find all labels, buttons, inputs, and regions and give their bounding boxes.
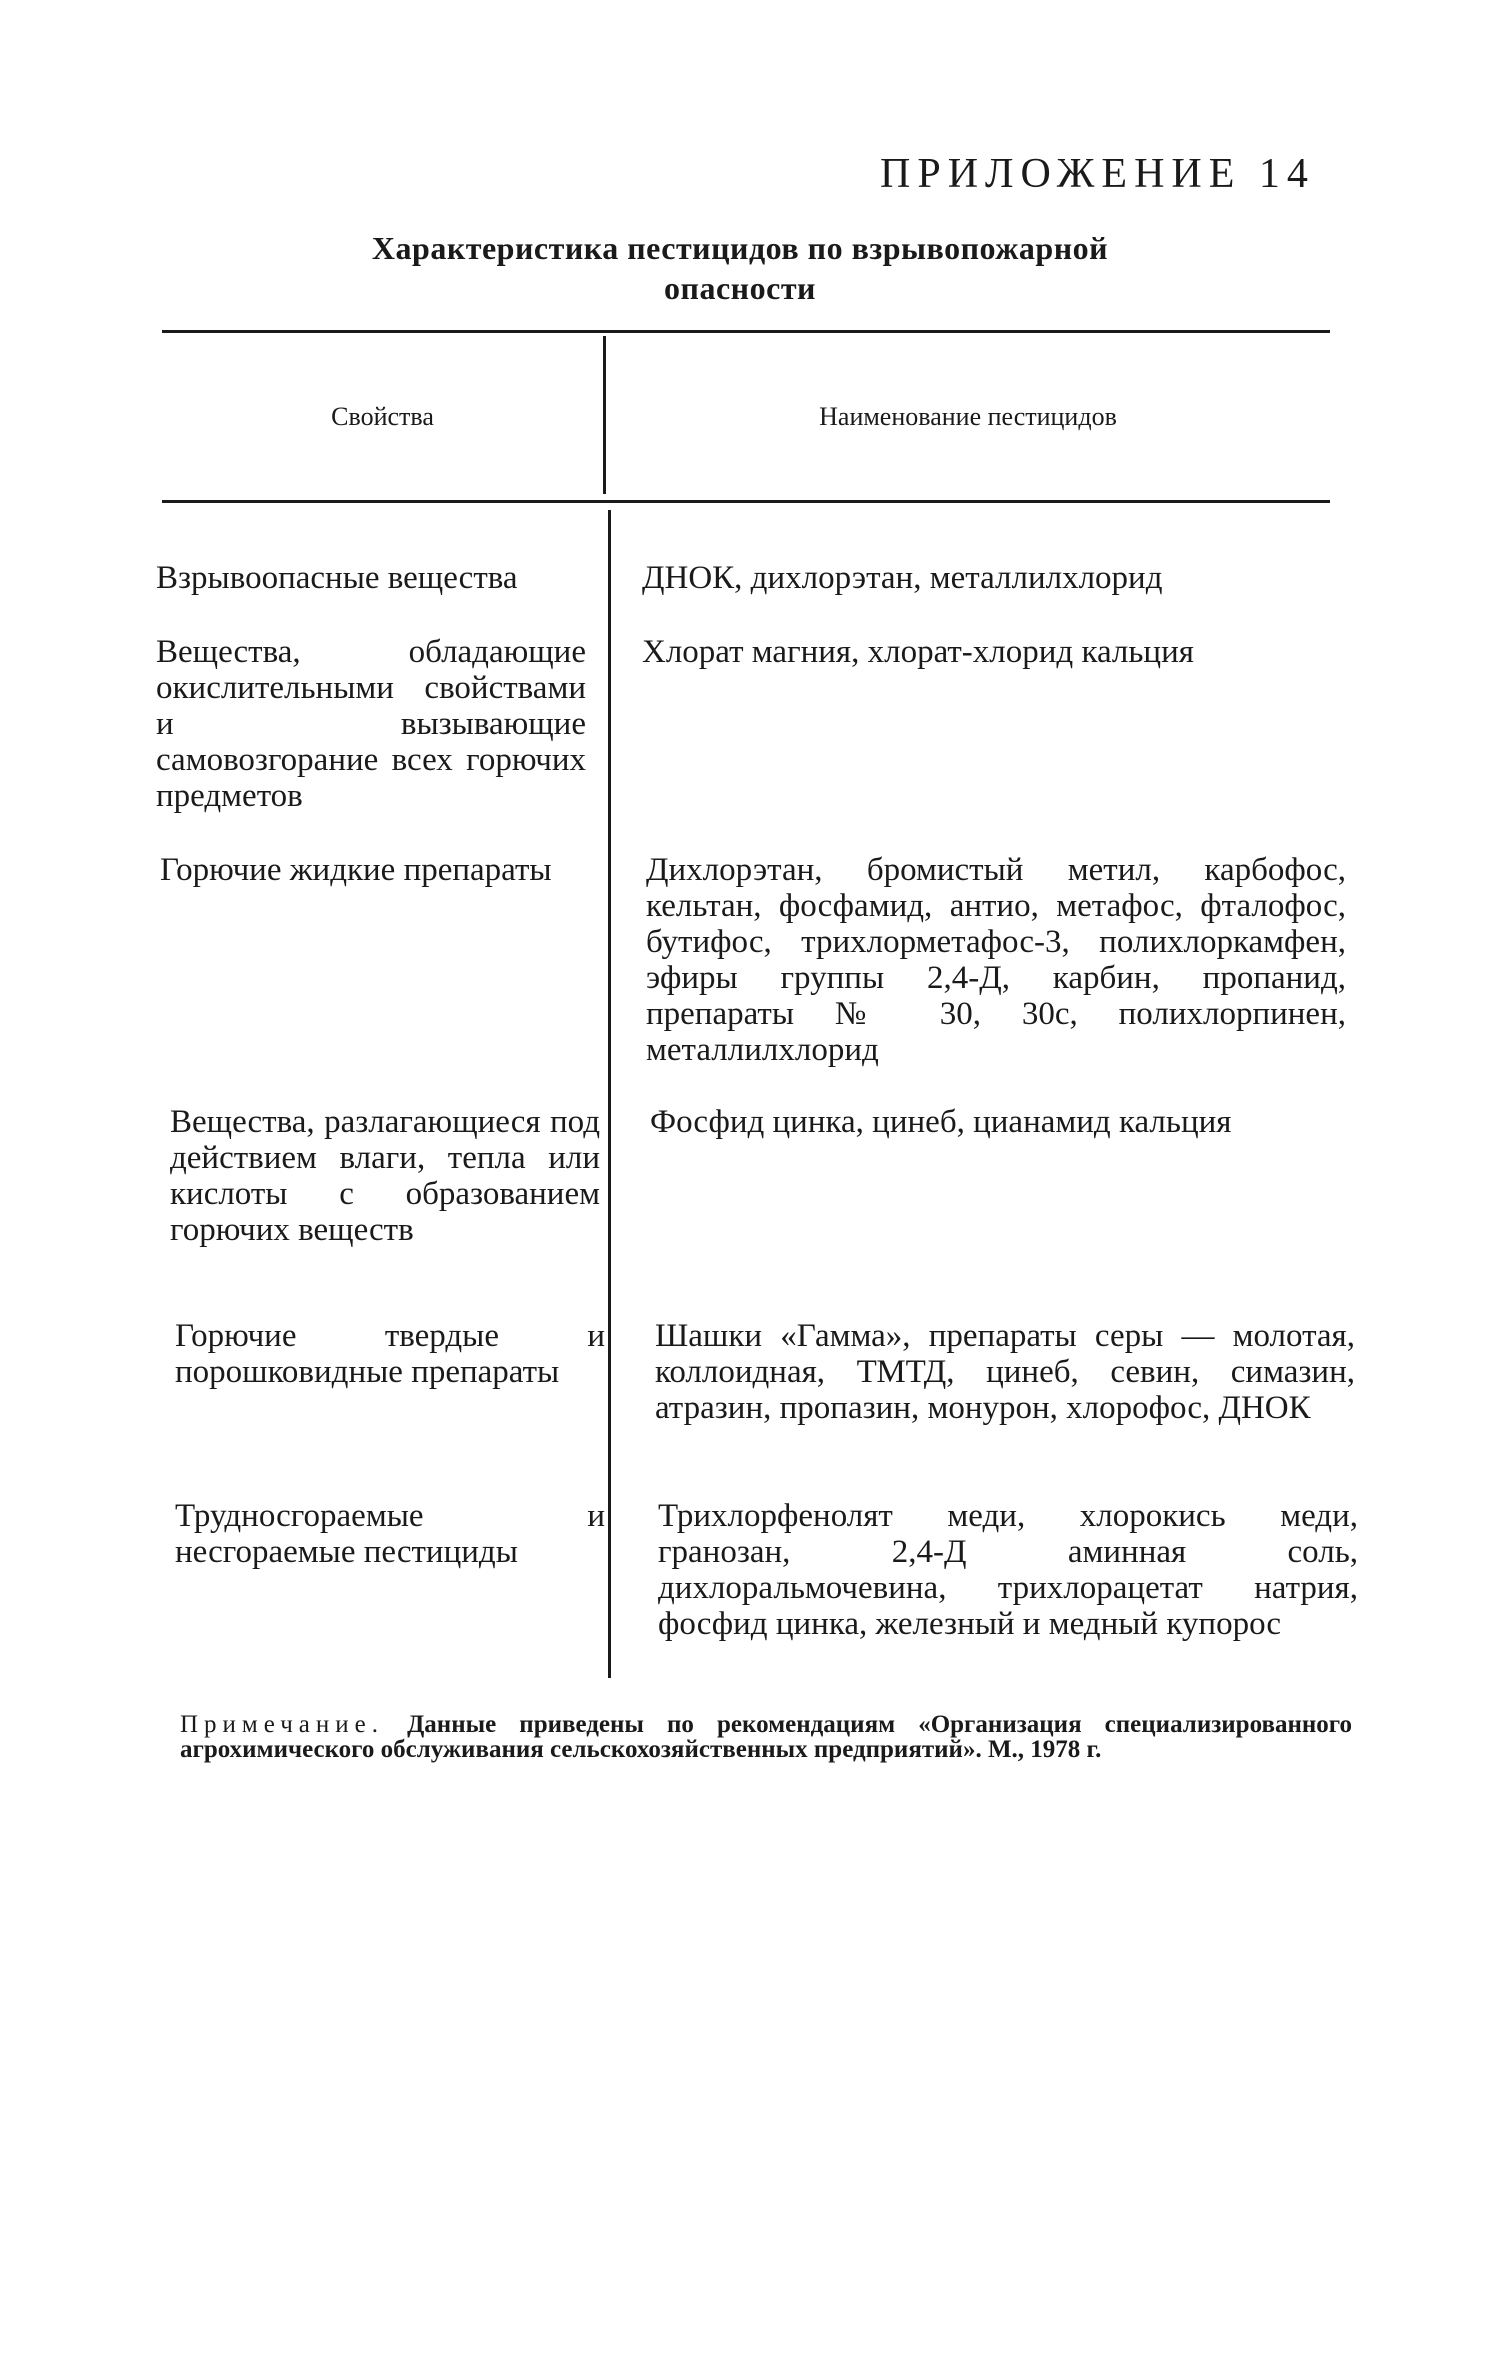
title-line-1: Характеристика пестицидов по взрывопожарной (371, 230, 1109, 266)
column-header-pesticides: Наименование пестицидов (819, 402, 1117, 431)
table-row-1-property: Взрывоопасные вещества (156, 560, 518, 596)
table-row-6-pesticides: Трихлорфенолят меди, хлорокись меди, гранозан, 2,4-Д аминная соль, дихлоральмочевина, трихлорацетат натрия, фосфид цинка, железный и медный купорос (658, 1498, 1358, 1642)
footnote-text: Данные приведены по рекомендациям «Организация специализированного агрохимического обслуживания сельскохозяйственных предприятий». М., 1978 г. (180, 1711, 1353, 1763)
footnote-label: Примечание. (180, 1711, 385, 1738)
column-header-properties: Свойства (331, 402, 434, 431)
appendix-heading: ПРИЛОЖЕНИЕ 14 (880, 151, 1315, 197)
table-row-1-pesticides: ДНОК, дихлорэтан, металлилхлорид (642, 560, 1163, 596)
body-column-divider (608, 510, 611, 1678)
title-line-2: опасности (664, 270, 816, 306)
table-row-4-pesticides: Фосфид цинка, цинеб, цианамид кальция (650, 1104, 1232, 1140)
page-title (300, 228, 1180, 308)
footnote (180, 1712, 1352, 1762)
table-row-4-property: Вещества, разлагающиеся под действием влаги, тепла или кислоты с образованием горючих веществ (170, 1104, 600, 1248)
table-row-2-pesticides: Хлорат магния, хлорат-хлорид кальция (642, 634, 1194, 670)
table-row-2-property: Вещества, обладающие окислительными свойствами и вызывающие самовозгорание всех горючих предметов (156, 634, 586, 814)
table-top-rule (162, 330, 1330, 333)
table-row-6-property: Трудносгораемые и несгораемые пестициды (175, 1498, 605, 1570)
table-row-5-property: Горючие твердые и порошковидные препараты (175, 1318, 605, 1390)
table-row-3-property: Горючие жидкие препараты (160, 852, 552, 888)
table-row-3-pesticides: Дихлорэтан, бромистый метил, карбофос, кельтан, фосфамид, антио, метафос, фталофос, бутифос, трихлорметафос-3, полихлоркамфен, эфиры группы 2,4-Д, карбин, пропанид, препараты № 30, 30с, полихлорпинен, металлилхлорид (646, 852, 1346, 1068)
table-row-5-pesticides: Шашки «Гамма», препараты серы — молотая, коллоидная, ТМТД, цинеб, севин, симазин, атразин, пропазин, монурон, хлорофос, ДНОК (655, 1318, 1355, 1426)
header-bottom-rule (162, 500, 1330, 503)
